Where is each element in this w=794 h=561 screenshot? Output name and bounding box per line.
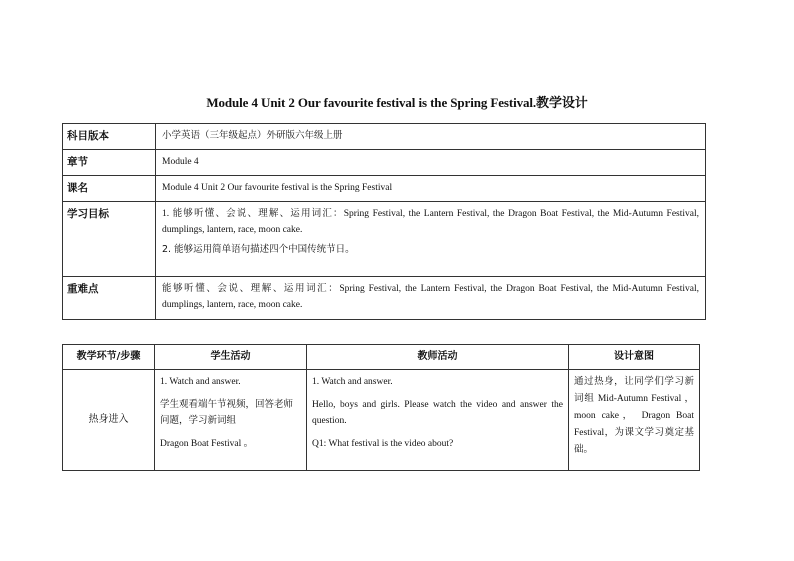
cell-line: 学生观看端午节视频，回答老师问题，学习新词组 (160, 399, 294, 426)
row-label: 科目版本 (63, 124, 156, 150)
cell-line: 1. Watch and answer. (312, 377, 393, 387)
value-line: Module 4 (162, 157, 199, 167)
table-row (63, 202, 706, 277)
row-value (156, 202, 706, 277)
row-value (156, 150, 706, 176)
value-line: 能够听懂、会说、理解、运用词汇：Spring Festival, the Lantern Festival, the Dragon Boat Festival, the Mid-Autumn Festival, dumplings, lantern, race, moon cake. (162, 284, 699, 310)
column-header: 学生活动 (155, 345, 307, 370)
stage-cell: 热身进入 (63, 370, 155, 471)
cell-line: Dragon Boat Festival 。 (160, 439, 254, 449)
table-row (63, 124, 706, 150)
row-value (156, 277, 706, 320)
column-header: 教师活动 (307, 345, 569, 370)
row-label: 重难点 (63, 277, 156, 320)
row-value (156, 176, 706, 202)
cell-line: 通过热身，让同学们学习新词组 Mid-Autumn Festival ， moon cake， Dragon Boat Festival，为课文学习奠定基础。 (574, 377, 694, 455)
table-row (63, 277, 706, 320)
row-value (156, 124, 706, 150)
design-purpose-cell (569, 370, 700, 471)
row-label: 课名 (63, 176, 156, 202)
course-info-table (62, 123, 706, 320)
table-row (63, 370, 700, 471)
value-line: 2. 能够运用简单语句描述四个中国传统节日。 (162, 244, 355, 255)
teacher-activity-cell (307, 370, 569, 471)
column-header: 设计意图 (569, 345, 700, 370)
cell-line: Q1: What festival is the video about? (312, 439, 454, 449)
value-line: 1. 能够听懂、会说、理解、运用词汇：Spring Festival, the Lantern Festival, the Dragon Boat Festival, the Mid-Autumn Festival, dumplings, lantern, race, moon cake. (162, 209, 699, 235)
column-header: 教学环节/步骤 (63, 345, 155, 370)
table-row (63, 176, 706, 202)
document-title: Module 4 Unit 2 Our favourite festival is the Spring Festival.教学设计 (206, 95, 588, 110)
cell-line: 1. Watch and answer. (160, 377, 241, 387)
row-label: 章节 (63, 150, 156, 176)
table-row (63, 150, 706, 176)
student-activity-cell (155, 370, 307, 471)
row-label: 学习目标 (63, 202, 156, 277)
cell-line: Hello, boys and girls. Please watch the video and answer the question. (312, 400, 563, 426)
teaching-steps-table (62, 344, 700, 471)
value-line: 小学英语（三年级起点）外研版六年级上册 (162, 130, 343, 141)
header-row (63, 345, 700, 370)
value-line: Module 4 Unit 2 Our favourite festival is the Spring Festival (162, 183, 393, 193)
